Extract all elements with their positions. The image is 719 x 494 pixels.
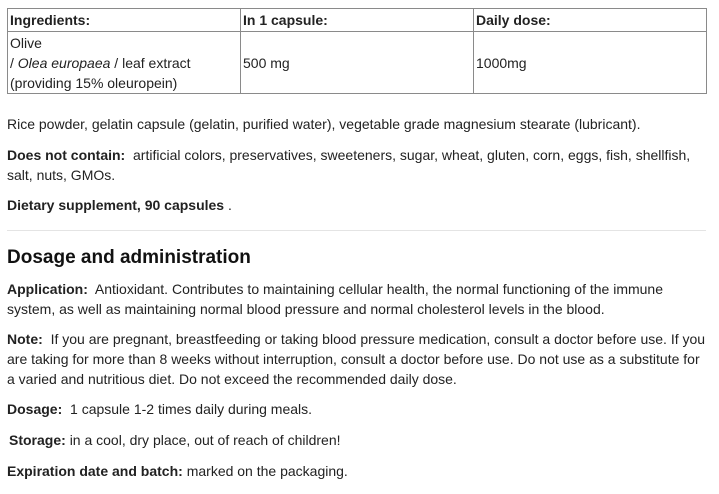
storage-paragraph — [9, 430, 713, 450]
supplement-label: Dietary supplement, 90 capsules — [7, 197, 225, 213]
ingredient-name-prefix: / — [10, 54, 18, 71]
dosage-paragraph — [7, 399, 711, 419]
ingredients-table — [7, 8, 707, 94]
supplement-paragraph — [7, 195, 711, 215]
table-row — [8, 32, 707, 94]
expiration-text: marked on the packaging. — [186, 463, 348, 479]
dosage-text: 1 capsule 1-2 times daily during meals. — [70, 401, 313, 417]
ingredient-latin-name: Olea europaea — [17, 54, 111, 71]
application-label: Application: — [7, 281, 88, 297]
storage-text: in a cool, dry place, out of reach of children! — [69, 432, 341, 448]
storage-label: Storage: — [9, 432, 66, 448]
header-ingredients: Ingredients: — [8, 9, 241, 32]
expiration-label: Expiration date and batch: — [7, 463, 183, 479]
does-not-contain-label: Does not contain: — [7, 147, 126, 163]
note-paragraph — [7, 329, 711, 389]
daily-dose-cell: 1000mg — [474, 32, 707, 94]
ingredient-name-line3: (providing 15% oleuropein) — [10, 74, 178, 91]
expiration-paragraph — [7, 461, 711, 481]
application-text: Antioxidant. Contributes to maintaining cellular health, the normal functioning of the immune system, as well as maintaining normal blood pressure and normal cholesterol levels in the blood. — [7, 281, 664, 317]
header-daily-dose: Daily dose: — [474, 9, 707, 32]
section-title: Dosage and administration — [7, 247, 251, 268]
note-label: Note: — [7, 331, 43, 347]
application-paragraph — [7, 279, 711, 319]
ingredient-name-suffix: / leaf extract — [110, 54, 191, 71]
dosage-label: Dosage: — [7, 401, 63, 417]
supplement-suffix: . — [227, 197, 232, 213]
ingredient-name-cell — [8, 32, 241, 94]
does-not-contain-paragraph — [7, 145, 711, 185]
per-capsule-cell: 500 mg — [241, 32, 474, 94]
table-header-row — [8, 9, 707, 32]
header-per-capsule: In 1 capsule: — [241, 9, 474, 32]
ingredient-name-line2 — [10, 53, 238, 73]
note-text: If you are pregnant, breastfeeding or taking blood pressure medication, consult a doctor before use. If you are taking for more than 8 weeks without interruption, consult a doctor before use. Do not use as a substitute for a varied and nutritious diet. Do not exceed the recommended daily dose. — [7, 331, 706, 387]
other-ingredients-text: Rice powder, gelatin capsule (gelatin, purified water), vegetable grade magnesium stearate (lubricant). — [7, 116, 641, 132]
does-not-contain-text: artificial colors, preservatives, sweeteners, sugar, wheat, gluten, corn, eggs, fish, shellfish, salt, nuts, GMOs. — [7, 147, 691, 183]
section-divider — [7, 230, 706, 231]
ingredient-name-line1: Olive — [10, 34, 42, 51]
